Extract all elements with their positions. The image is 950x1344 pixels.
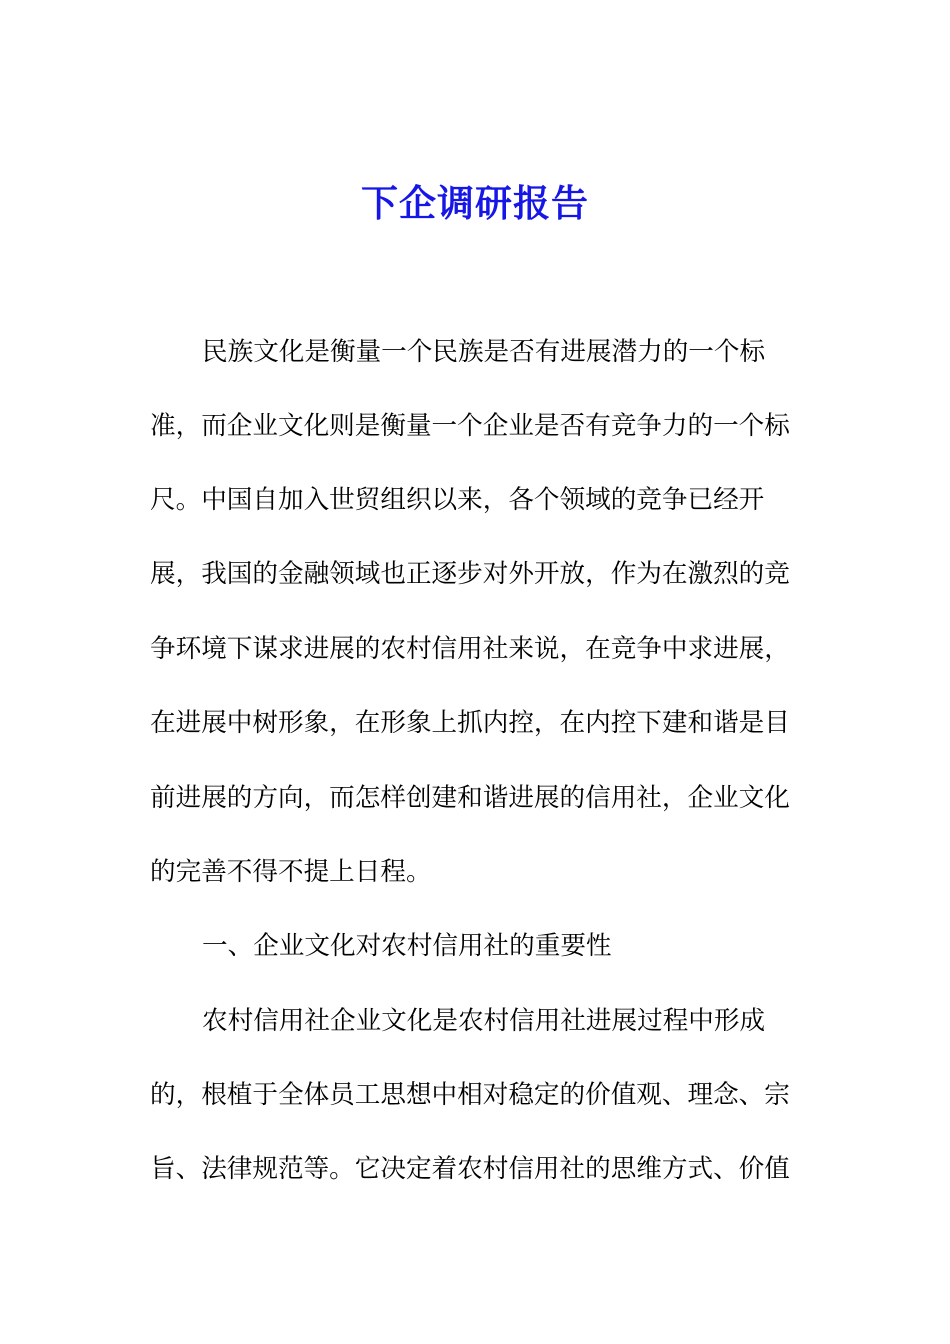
- paragraph-2-line-2: 的，根植于全体员工思想中相对稳定的价值观、理念、宗: [150, 1080, 790, 1110]
- paragraph-2-line-3: 旨、法律规范等。它决定着农村信用社的思维方式、价值: [150, 1154, 790, 1184]
- paragraph-2-line-1: 农村信用社企业文化是农村信用社进展过程中形成: [202, 1006, 766, 1036]
- paragraph-1-line-1: 民族文化是衡量一个民族是否有进展潜力的一个标: [202, 337, 766, 367]
- paragraph-1-line-8: 的完善不得不提上日程。: [150, 857, 432, 887]
- paragraph-1-line-6: 在进展中树形象，在形象上抓内控，在内控下建和谐是目: [150, 708, 790, 738]
- section-heading-1: 一、企业文化对农村信用社的重要性: [202, 931, 612, 961]
- paragraph-1-line-2: 准，而企业文化则是衡量一个企业是否有竞争力的一个标: [150, 411, 790, 441]
- document-title: 下企调研报告: [361, 181, 589, 225]
- paragraph-1-line-7: 前进展的方向，而怎样创建和谐进展的信用社，企业文化: [150, 783, 790, 813]
- paragraph-1-line-3: 尺。中国自加入世贸组织以来，各个领域的竞争已经开: [150, 485, 765, 515]
- paragraph-1-line-5: 争环境下谋求进展的农村信用社来说，在竞争中求进展，: [150, 634, 790, 664]
- paragraph-1-line-4: 展，我国的金融领域也正逐步对外开放，作为在激烈的竞: [150, 559, 790, 589]
